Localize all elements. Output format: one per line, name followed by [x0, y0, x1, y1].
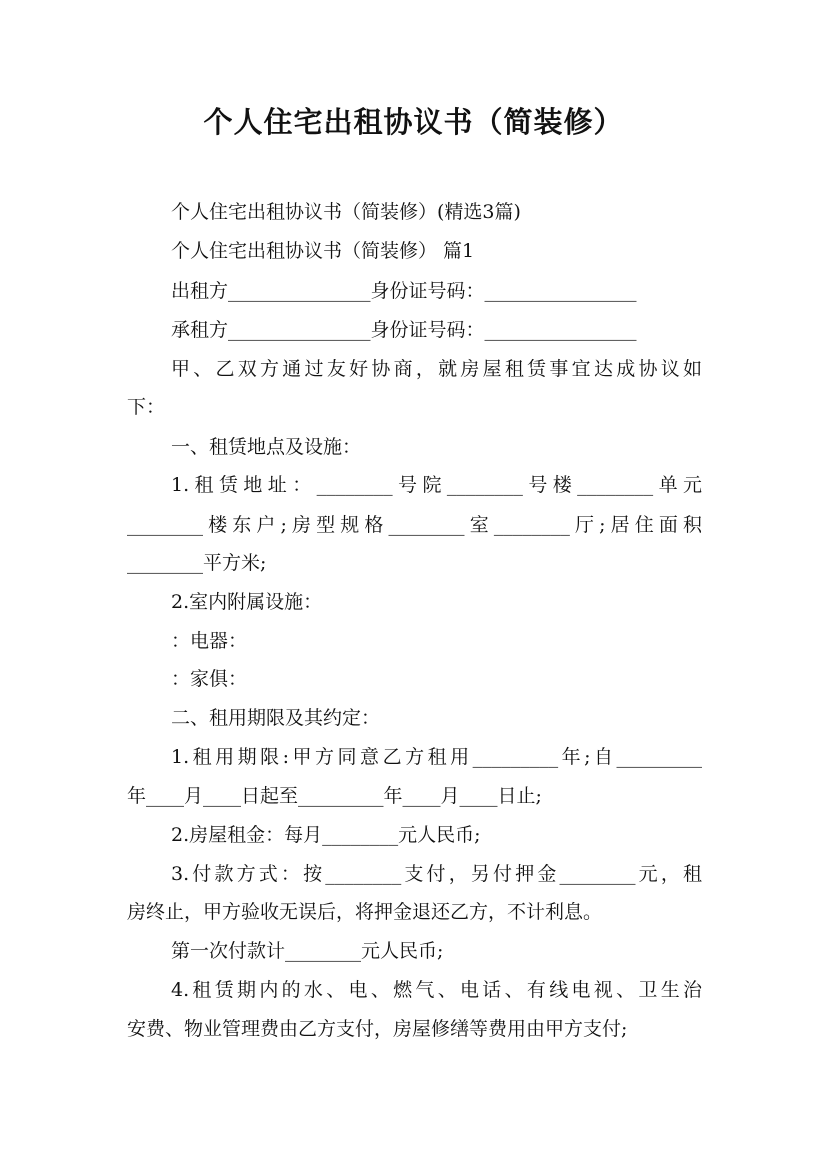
section-heading-line: 个人住宅出租协议书（简装修） 篇1	[171, 240, 475, 262]
lessor-line: 出租方_______________身份证号码：________________	[171, 280, 637, 302]
clause-line: 第一次付款计________元人民币;	[171, 940, 444, 962]
clause-line: ________楼东户;房型规格________室________厅;居住面积	[127, 514, 702, 536]
document-title: 个人住宅出租协议书（简装修）	[203, 105, 624, 139]
paragraph-line: 下：	[127, 396, 166, 418]
lessee-line: 承租方_______________身份证号码：________________	[171, 319, 637, 341]
clause-line: 年____月____日起至_________年____月____日止;	[127, 785, 542, 807]
clause-heading-line: 一、租赁地点及设施：	[171, 436, 362, 458]
clause-line: 1.租赁地址：________号院________号楼________单元	[171, 474, 702, 496]
clause-line: 安费、物业管理费由乙方支付，房屋修缮等费用由甲方支付;	[127, 1018, 628, 1040]
clause-line: 1.租用期限:甲方同意乙方租用_________年;自_________	[171, 746, 702, 768]
clause-line: ：家俱：	[171, 668, 248, 690]
clause-line: 3.付款方式：按________支付，另付押金________元，租	[171, 863, 702, 885]
paragraph-line: 甲、乙双方通过友好协商，就房屋租赁事宜达成协议如	[171, 358, 702, 380]
clause-line: 2.室内附属设施：	[171, 591, 323, 613]
clause-line: 房终止，甲方验收无误后，将押金退还乙方，不计利息。	[127, 901, 603, 923]
clause-line: 4.租赁期内的水、电、燃气、电话、有线电视、卫生治	[171, 979, 702, 1001]
clause-line: ________平方米;	[127, 552, 267, 574]
subtitle-line: 个人住宅出租协议书（简装修）(精选3篇)	[171, 201, 521, 223]
clause-line: 2.房屋租金：每月________元人民币;	[171, 824, 481, 846]
clause-line: ：电器：	[171, 630, 248, 652]
clause-heading-line: 二、租用期限及其约定：	[171, 707, 381, 729]
